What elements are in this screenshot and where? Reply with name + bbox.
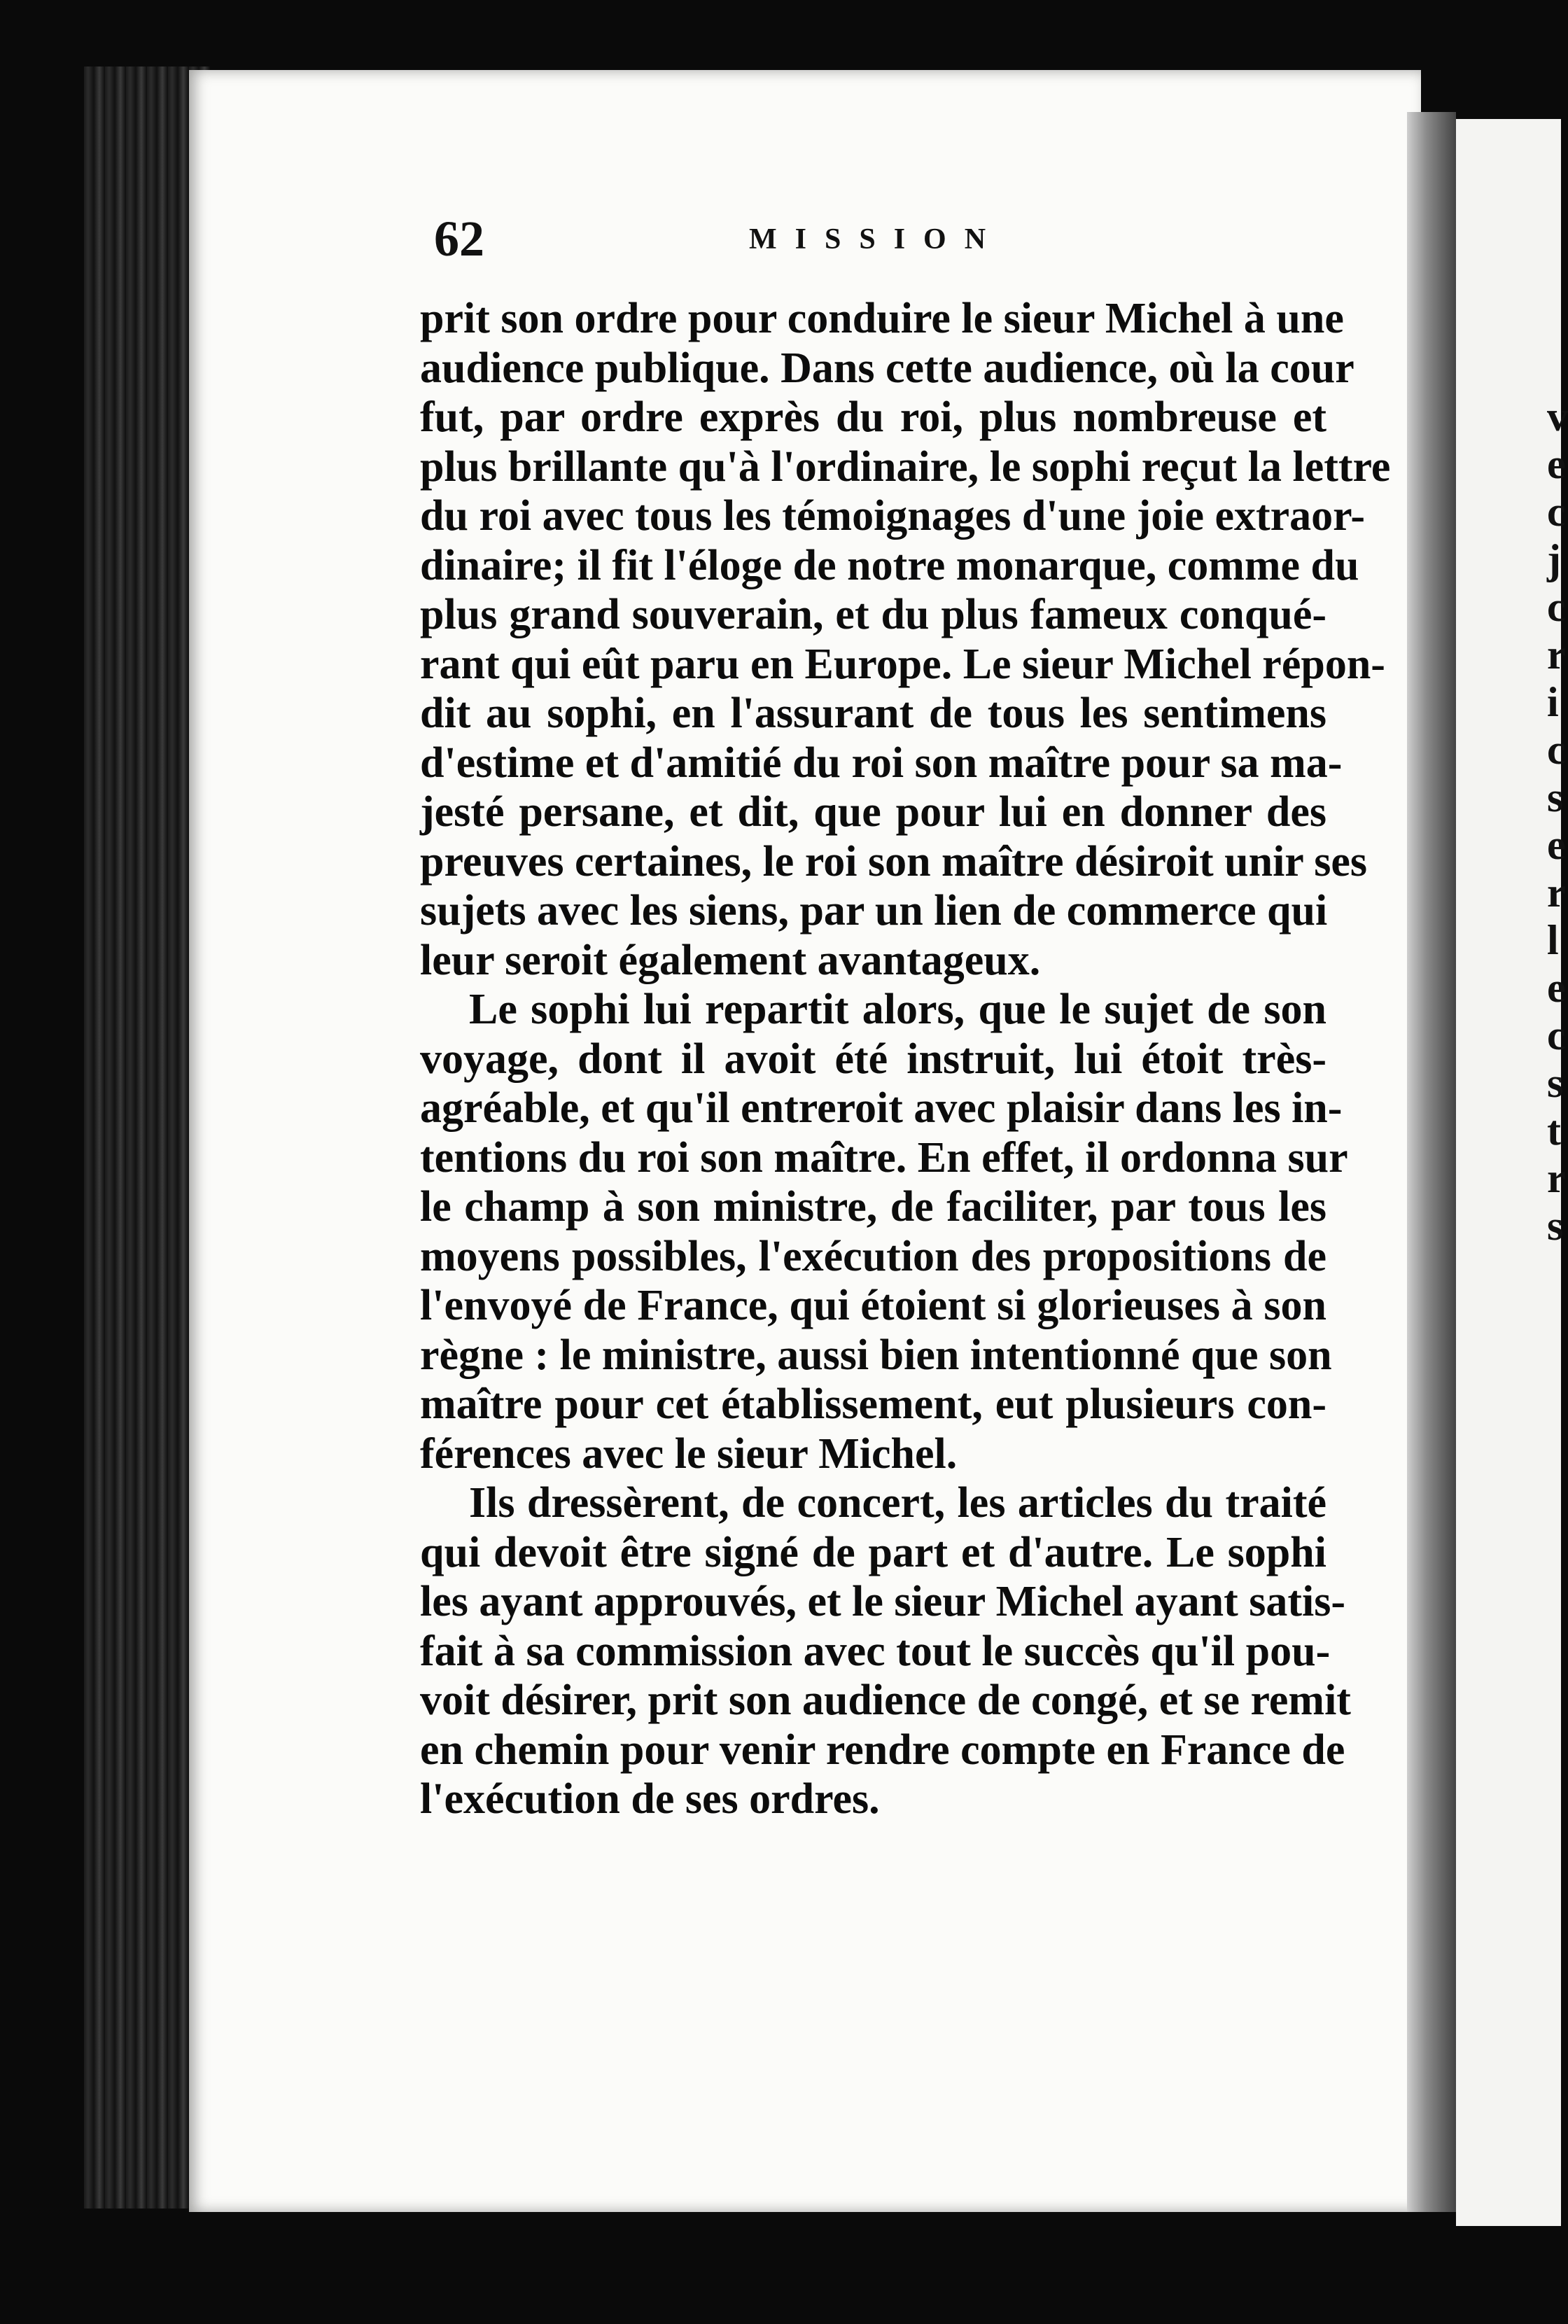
facing-page-letter: r	[1547, 1155, 1566, 1201]
facing-page-letter: s	[1547, 1203, 1564, 1249]
paragraph-1	[420, 294, 1391, 985]
facing-page-letter: l	[1547, 917, 1559, 963]
text-line: audience publique. Dans cette audience, où la cour	[420, 344, 1354, 392]
facing-page-letter: e	[1547, 822, 1566, 868]
text-line: dinaire; il fit l'éloge de notre monarque, comme du	[420, 541, 1359, 589]
page-number: 62	[434, 211, 484, 267]
page-header	[434, 210, 1316, 273]
facing-page-letter: i	[1547, 679, 1559, 725]
facing-page-letter: c	[1547, 727, 1566, 773]
facing-page-letter: v	[1547, 393, 1568, 440]
facing-page-letter: e	[1547, 441, 1566, 487]
text-line: du roi avec tous les témoignages d'une joie extraor-	[420, 492, 1366, 540]
text-line: maître pour cet établissement, eut plusieurs con-	[420, 1380, 1326, 1428]
facing-page-letter: e	[1547, 965, 1566, 1011]
paragraph-3	[420, 1478, 1351, 1824]
facing-page-letter: c	[1547, 489, 1566, 535]
text-line: leur seroit également avantageux.	[420, 936, 1041, 984]
text-line: fut, par ordre exprès du roi, plus nombreuse et	[420, 393, 1326, 441]
text-line: d'estime et d'amitié du roi son maître pour sa ma-	[420, 738, 1343, 787]
text-line: l'exécution de ses ordres.	[420, 1775, 880, 1823]
text-line: tentions du roi son maître. En effet, il ordonna sur	[420, 1133, 1348, 1182]
facing-page-fragment	[1456, 119, 1568, 2226]
facing-page-letter: j	[1547, 536, 1561, 582]
text-line: plus brillante qu'à l'ordinaire, le sophi reçut la lettre	[420, 442, 1391, 491]
text-line: fait à sa commission avec tout le succès qu'il pou-	[420, 1627, 1331, 1675]
facing-page-letter: c	[1547, 584, 1566, 630]
facing-page-letter: s	[1547, 774, 1564, 820]
text-line: voit désirer, prit son audience de congé, et se remit	[420, 1676, 1351, 1724]
page-edge-shadow	[1407, 112, 1456, 2212]
text-line: dit au sophi, en l'assurant de tous les sentimens	[420, 690, 1326, 737]
text-line: le champ à son ministre, de faciliter, par tous les	[420, 1183, 1326, 1231]
text-line: prit son ordre pour conduire le sieur Michel à une	[420, 295, 1344, 342]
text-line: preuves certaines, le roi son maître désiroit unir ses	[420, 837, 1367, 886]
text-line: Le sophi lui repartit alors, que le sujet de son	[469, 986, 1326, 1033]
facing-page-letter: r	[1547, 869, 1566, 916]
facing-page-letter: r	[1547, 631, 1566, 678]
paragraph-2	[420, 985, 1348, 1478]
facing-page-letter: c	[1547, 1012, 1566, 1058]
running-title: MISSION	[749, 223, 1004, 255]
text-line: voyage, dont il avoit été instruit, lui étoit très-	[420, 1035, 1326, 1083]
text-line: en chemin pour venir rendre compte en France de	[420, 1726, 1345, 1774]
text-line: rant qui eût paru en Europe. Le sieur Michel répon-	[420, 640, 1385, 688]
text-line: sujets avec les siens, par un lien de commerce qui	[420, 887, 1328, 934]
text-line: moyens possibles, l'exécution des propositions de	[420, 1232, 1326, 1280]
facing-page-letter: t	[1547, 1107, 1561, 1154]
text-line: plus grand souverain, et du plus fameux conqué-	[420, 591, 1326, 638]
body-text	[420, 294, 1391, 1824]
text-line: l'envoyé de France, qui étoient si glorieuses à son	[420, 1282, 1326, 1329]
facing-page-letter: s	[1547, 1060, 1564, 1106]
text-line: les ayant approuvés, et le sieur Michel ayant satis-	[420, 1578, 1346, 1625]
text-line: qui devoit être signé de part et d'autre. Le sophi	[420, 1528, 1326, 1576]
text-line: férences avec le sieur Michel.	[420, 1429, 958, 1478]
text-line: agréable, et qu'il entreroit avec plaisir dans les in-	[420, 1084, 1343, 1132]
text-line: règne : le ministre, aussi bien intentionné que son	[420, 1331, 1332, 1379]
text-line: jesté persane, et dit, que pour lui en donner des	[420, 788, 1326, 836]
text-line: Ils dressèrent, de concert, les articles du traité	[469, 1479, 1326, 1527]
